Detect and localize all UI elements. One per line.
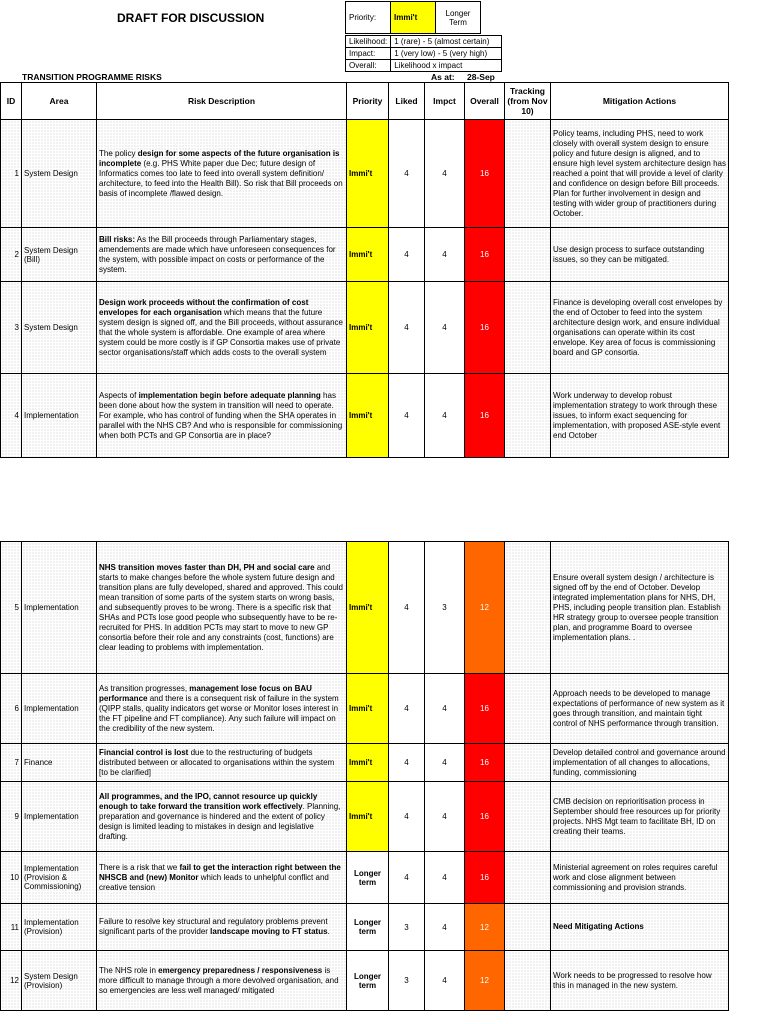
risk-priority: Immi't [347,542,389,674]
risk-likelihood: 4 [389,542,425,674]
likelihood-scale: 1 (rare) - 5 (almost certain) [391,36,502,48]
table-row [1,782,729,852]
risk-likelihood: 4 [389,120,425,228]
col-header-impct: Impct [425,83,465,120]
risk-description: Aspects of implementation begin before adequate planning has been done about how the system in transition will need to operate. For example, who has control of funding when the SHA operates in parallel with the NHS CB? And who is responsible for commissioning when both PCTs and GP Consortia are in place? [97,374,347,458]
risk-description: NHS transition moves faster than DH, PH and social care and starts to make changes before the whole system future design and transition plans are fully developed, shared and approved. This could mean transition of some parts of the system starts on wrong basis, and subsequently proves to be wrong. There is a specific risk that SHAs and PCTs lose good people who subsequently have to be re-recruited for PHS. In addition PCTs may start to move to new GP consortia before their role and any constraints (cost, functions) are clear leading to problems with implementation. [97,542,347,674]
risk-mitigation: Develop detailed control and governance around implementation of all changes to allocations, funding, commissioning [551,744,729,782]
risk-id: 5 [1,542,22,674]
risk-priority: Immi't [347,744,389,782]
table-header-row [1,83,729,120]
risk-area: System Design [22,282,97,374]
overall-formula: Likelihood x impact [391,60,502,72]
risk-impact: 4 [425,374,465,458]
risk-priority: Longer term [347,852,389,904]
risk-tracking [505,120,551,228]
risk-overall: 16 [465,120,505,228]
risk-mitigation: Work underway to develop robust implementation strategy to work through these issues, to inform exact sequencing for implementation, with proposed ASE-style event end October [551,374,729,458]
risk-description: There is a risk that we fail to get the interaction right between the NHSCB and (new) Monitor which leads to unhelpful conflict and creative tension [97,852,347,904]
table-row [1,744,729,782]
risk-overall: 12 [465,951,505,1011]
risk-description: All programmes, and the IPO, cannot resource up quickly enough to take forward the transition work effectively. Planning, preparation and governance is hindered and the extent of policy design is limited leading to mistakes in design and legislative drafting. [97,782,347,852]
risk-tracking [505,228,551,282]
as-at-label: As at: [431,72,455,82]
risk-tracking [505,852,551,904]
risk-area: System Design (Provision) [22,951,97,1011]
col-header-area: Area [22,83,97,120]
risk-overall: 16 [465,744,505,782]
risk-mitigation: Ministerial agreement on roles requires careful work and close alignment between commissioning and provision strands. [551,852,729,904]
impact-scale: 1 (very low) - 5 (very high) [391,48,502,60]
risk-impact: 4 [425,674,465,744]
risk-impact: 4 [425,852,465,904]
risk-impact: 4 [425,282,465,374]
col-header-description: Risk Description [97,83,347,120]
col-header-mitigation: Mitigation Actions [551,83,729,120]
table-row [1,951,729,1011]
col-header-tracking: Tracking (from Nov 10) [505,83,551,120]
risk-id: 10 [1,852,22,904]
risk-description: The NHS role in emergency preparedness / responsiveness is more difficult to manage through a more devolved organisation, and so emergencies are less well managed/ mitigated [97,951,347,1011]
risk-tracking [505,282,551,374]
risk-mitigation: Need Mitigating Actions [551,904,729,951]
risk-overall: 16 [465,852,505,904]
table-row [1,374,729,458]
col-header-priority: Priority [347,83,389,120]
risk-priority: Immi't [347,782,389,852]
risk-description: Failure to resolve key structural and regulatory problems prevent significant parts of the provider landscape moving to FT status. [97,904,347,951]
risk-mitigation: Finance is developing overall cost envelopes by the end of October to feed into the system architecture design work, and ensure individual organisations can operate within its cost envelope. Key area of focus is commissioning board and GP consortia. [551,282,729,374]
risk-id: 12 [1,951,22,1011]
risk-id: 11 [1,904,22,951]
risk-likelihood: 4 [389,228,425,282]
risk-tracking [505,542,551,674]
risk-overall: 16 [465,228,505,282]
risk-tracking [505,951,551,1011]
risk-id: 6 [1,674,22,744]
risk-likelihood: 4 [389,674,425,744]
risk-overall: 16 [465,282,505,374]
risk-impact: 4 [425,951,465,1011]
risk-area: Finance [22,744,97,782]
risk-id: 4 [1,374,22,458]
risk-id: 3 [1,282,22,374]
risk-mitigation: Ensure overall system design / architecture is signed off by the end of October. Develop integrated implementation plans for NHS, DH, PHS, including people transition plan. Establish HR strategy group to oversee people transition plan, and programme Board to oversee implementation plans. . [551,542,729,674]
likelihood-label: Likelihood: [346,36,391,48]
col-header-overall: Overall [465,83,505,120]
risk-priority: Immi't [347,374,389,458]
risk-id: 9 [1,782,22,852]
risk-mitigation: CMB decision on reprioritisation process in September should free resources up for priority projects. NHS Mgt team to facilitate BH, ID on creating their teams. [551,782,729,852]
overall-label: Overall: [346,60,391,72]
risk-area: Implementation [22,674,97,744]
risk-area: Implementation [22,542,97,674]
risk-id: 1 [1,120,22,228]
risk-description: Financial control is lost due to the restructuring of budgets distributed between or allocated to organisations within the system [to be clarified] [97,744,347,782]
risk-impact: 4 [425,904,465,951]
impact-label: Impact: [346,48,391,60]
risk-overall: 12 [465,904,505,951]
table-row [1,542,729,674]
risk-likelihood: 4 [389,374,425,458]
risk-overall: 16 [465,374,505,458]
risk-overall: 16 [465,782,505,852]
risk-description: Bill risks: As the Bill proceeds through Parliamentary stages, amendements are made which have unforeseen consequences for the system, with possible impact on costs or performance of the system. [97,228,347,282]
risk-id: 2 [1,228,22,282]
priority-longer-swatch: Longer Term [436,2,481,34]
risk-tracking [505,744,551,782]
risk-area: Implementation [22,374,97,458]
table-row [1,282,729,374]
risk-impact: 3 [425,542,465,674]
risk-table-top [0,82,729,458]
risk-priority: Longer term [347,904,389,951]
table-row [1,852,729,904]
risk-mitigation: Use design process to surface outstanding issues, so they can be mitigated. [551,228,729,282]
col-header-liked: Liked [389,83,425,120]
risk-description: The policy design for some aspects of the future organisation is incomplete (e.g. PHS White paper due Dec; future design of Informatics comes too late to feed into overall system definition/ architecture, to feed into the Health Bill). So risk that Bill proceeds on basis of incomplete /flawed design. [97,120,347,228]
as-at-date: 28-Sep [467,72,495,82]
risk-likelihood: 4 [389,282,425,374]
scale-legend [345,35,502,72]
risk-impact: 4 [425,744,465,782]
risk-likelihood: 3 [389,951,425,1011]
risk-description: Design work proceeds without the confirmation of cost envelopes for each organisation which means that the future system design is signed off, and the Bill proceeds, without assurance that the whole system is affordable. One example of area where system could be more costly is if GP Consortia makes use of private sector organisations/staff which adds costs to the overall system [97,282,347,374]
risk-mitigation: Work needs to be progressed to resolve how this in managed in the new system. [551,951,729,1011]
col-header-id: ID [1,83,22,120]
table-row [1,120,729,228]
risk-id: 7 [1,744,22,782]
risk-area: Implementation (Provision) [22,904,97,951]
table-row [1,674,729,744]
section-heading: TRANSITION PROGRAMME RISKS [22,72,162,82]
risk-tracking [505,674,551,744]
risk-priority: Immi't [347,120,389,228]
risk-mitigation: Approach needs to be developed to manage expectations of performance of new system as it goes through transition, and maintain tight control of NHS performance through transition. [551,674,729,744]
risk-overall: 16 [465,674,505,744]
risk-priority: Immi't [347,282,389,374]
risk-tracking [505,374,551,458]
priority-legend [345,1,481,34]
risk-likelihood: 3 [389,904,425,951]
risk-mitigation: Policy teams, including PHS, need to work closely with overall system design to ensure policy and future design is aligned, and to ensure high level system architecture design has reached a point that will provide a level of clarity and confidence on design before Bill proceeds. Plan for further involvement in design and testing with wider group of practitioners during October. [551,120,729,228]
risk-area: Implementation [22,782,97,852]
risk-impact: 4 [425,782,465,852]
risk-overall: 12 [465,542,505,674]
risk-area: System Design (Bill) [22,228,97,282]
risk-area: Implementation (Provision & Commissioning) [22,852,97,904]
risk-likelihood: 4 [389,744,425,782]
priority-immit-swatch: Immi't [391,2,436,34]
risk-likelihood: 4 [389,852,425,904]
risk-priority: Immi't [347,228,389,282]
risk-impact: 4 [425,228,465,282]
risk-description: As transition progresses, management lose focus on BAU performance and there is a consequent risk of failure in the system (QIPP stalls, quality indicators get worse or Monitor loses interest in the FT pipeline and FT compliance). Any such failure will impact on the credibility of the new system. [97,674,347,744]
risk-likelihood: 4 [389,782,425,852]
risk-priority: Longer term [347,951,389,1011]
risk-priority: Immi't [347,674,389,744]
table-row [1,228,729,282]
priority-label: Priority: [346,2,391,34]
risk-tracking [505,782,551,852]
risk-table-bottom [0,541,729,1011]
risk-impact: 4 [425,120,465,228]
risk-tracking [505,904,551,951]
page-title: DRAFT FOR DISCUSSION [117,11,265,25]
risk-area: System Design [22,120,97,228]
table-row [1,904,729,951]
